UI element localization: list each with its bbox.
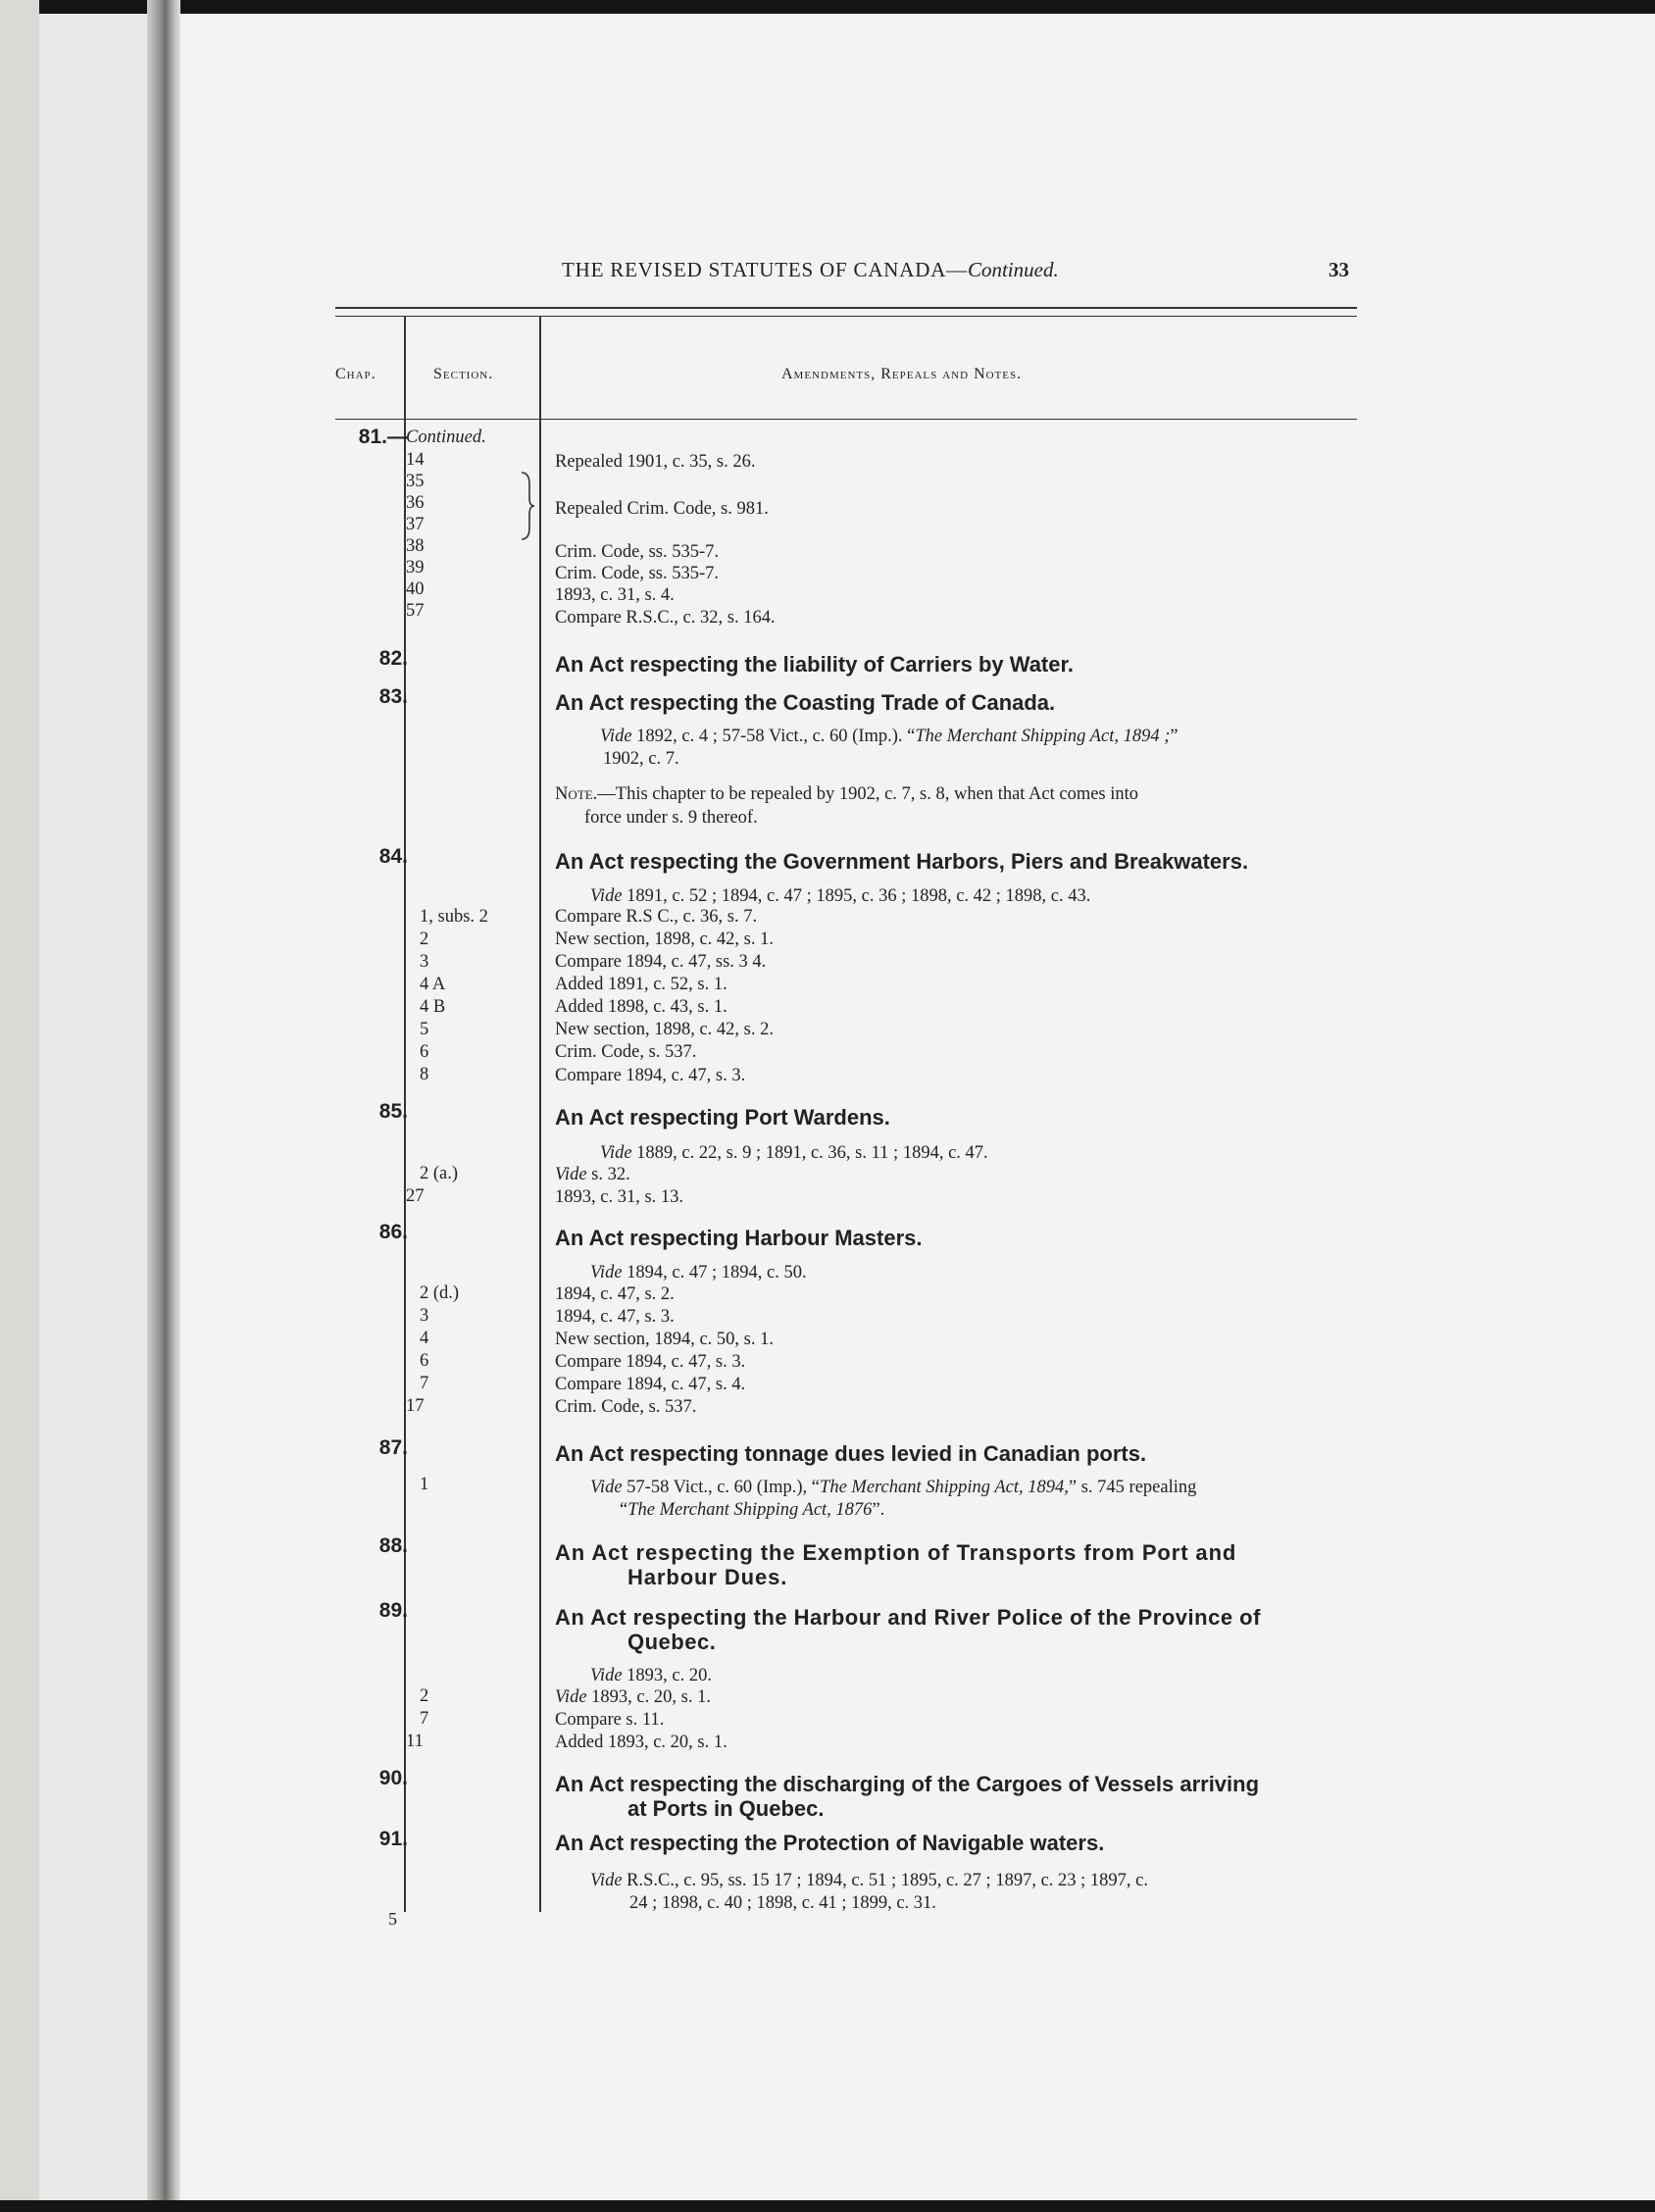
note: Compare R.S C., c. 36, s. 7. xyxy=(555,907,758,927)
section-number: 27 xyxy=(406,1186,425,1206)
chap-number: 84. xyxy=(378,845,408,868)
chap-number: 81.— xyxy=(358,426,408,448)
note xyxy=(555,1687,711,1708)
note: 1894, c. 47, s. 2. xyxy=(555,1284,675,1304)
note: 1893, c. 31, s. 13. xyxy=(555,1187,684,1207)
vide-reference xyxy=(590,1664,712,1687)
vide-word: Vide xyxy=(590,1478,623,1497)
section-number: 4 A xyxy=(420,975,446,994)
vide-reference xyxy=(590,1869,1148,1892)
note-text: —This chapter to be repealed by 1902, c. 7, s. 8, when that Act comes into xyxy=(597,784,1139,804)
act-title xyxy=(555,1605,1355,1654)
brace-icon xyxy=(520,471,535,541)
header-continued: Continued. xyxy=(967,258,1059,281)
section-number: 3 xyxy=(420,952,429,972)
vide-continuation xyxy=(620,1498,884,1522)
vide-word: Vide xyxy=(590,1666,623,1685)
vide-italic-title: The Merchant Shipping Act, 1894 ; xyxy=(915,727,1171,746)
note xyxy=(555,784,1138,805)
vide-text: 1894, c. 47 ; 1894, c. 50. xyxy=(622,1263,807,1282)
section-number: 36 xyxy=(406,493,425,513)
vide-word: Vide xyxy=(590,1263,623,1282)
note: Crim. Code, ss. 535-7. xyxy=(555,564,720,583)
note: Repealed Crim. Code, s. 981. xyxy=(555,499,769,519)
chap-number: 90. xyxy=(378,1767,408,1789)
section-number: 6 xyxy=(420,1351,429,1371)
section-number: 2 xyxy=(420,930,429,949)
vide-reference xyxy=(590,1261,807,1284)
section-number: 4 xyxy=(420,1329,429,1348)
section-number: 2 (d.) xyxy=(420,1283,460,1303)
act-title: An Act respecting Port Wardens. xyxy=(555,1105,890,1130)
vide-reference xyxy=(590,884,1090,908)
chap-number: 83. xyxy=(378,685,408,708)
act-title: An Act respecting the liability of Carriers by Water. xyxy=(555,652,1074,677)
section-number: 14 xyxy=(406,450,425,470)
running-header xyxy=(562,258,1059,282)
vide-text: 1893, c. 20. xyxy=(622,1666,712,1685)
note: Compare R.S.C., c. 32, s. 164. xyxy=(555,608,776,628)
act-title-line: An Act respecting the Exemption of Transports from Port and xyxy=(555,1540,1237,1565)
scan-margin-left xyxy=(0,0,39,2212)
vide-continuation: 24 ; 1898, c. 40 ; 1898, c. 41 ; 1899, c. 31. xyxy=(629,1893,936,1913)
vide-text: ”. xyxy=(872,1500,885,1520)
section-number: 37 xyxy=(406,515,425,534)
note-text: 1893, c. 20, s. 1. xyxy=(586,1687,711,1707)
chap-number: 87. xyxy=(378,1436,408,1459)
note-label: Note. xyxy=(555,784,598,804)
note: New section, 1898, c. 42, s. 1. xyxy=(555,930,774,949)
chap-number: 82. xyxy=(378,647,408,670)
section-number: 4 B xyxy=(420,997,446,1017)
section-number: 7 xyxy=(420,1709,429,1729)
section-number: 57 xyxy=(406,601,425,621)
note xyxy=(555,1165,630,1185)
vide-text: “ xyxy=(620,1500,628,1520)
section-number: 2 (a.) xyxy=(420,1164,459,1183)
section-number: 8 xyxy=(420,1065,429,1084)
section-number: 5 xyxy=(420,1020,429,1039)
section-number: 1 xyxy=(420,1475,429,1494)
section-number: 35 xyxy=(406,472,425,491)
note: New section, 1894, c. 50, s. 1. xyxy=(555,1330,774,1349)
section-number: 17 xyxy=(406,1396,425,1416)
section-number: 7 xyxy=(420,1374,429,1393)
act-title: An Act respecting Harbour Masters. xyxy=(555,1226,923,1250)
column-head-rule xyxy=(335,419,1357,420)
note: Added 1898, c. 43, s. 1. xyxy=(555,997,727,1017)
vide-word: Vide xyxy=(590,886,623,906)
chap-number: 86. xyxy=(378,1221,408,1243)
note-continuation: force under s. 9 thereof. xyxy=(584,808,758,828)
section-number: 11 xyxy=(406,1732,424,1751)
vide-text: 1889, c. 22, s. 9 ; 1891, c. 36, s. 11 ; 1894, c. 47. xyxy=(631,1143,988,1163)
column-divider-section xyxy=(539,316,541,1912)
vide-text: 1892, c. 4 ; 57-58 Vict., c. 60 (Imp.). “ xyxy=(631,727,916,746)
act-title-line: Harbour Dues. xyxy=(627,1565,788,1589)
section-number: 39 xyxy=(406,558,425,578)
note: Added 1893, c. 20, s. 1. xyxy=(555,1733,727,1752)
vide-text: R.S.C., c. 95, ss. 15 17 ; 1894, c. 51 ; 1895, c. 27 ; 1897, c. 23 ; 1897, c. xyxy=(622,1871,1149,1890)
page-number: 33 xyxy=(1329,258,1349,281)
vide-word: Vide xyxy=(555,1687,587,1707)
note: Repealed 1901, c. 35, s. 26. xyxy=(555,452,756,472)
chap-number: 89. xyxy=(378,1599,408,1622)
act-title: An Act respecting the Coasting Trade of Canada. xyxy=(555,690,1056,715)
chap-number: 91. xyxy=(378,1828,408,1850)
section-number: 38 xyxy=(406,536,425,556)
note-text: s. 32. xyxy=(591,1165,630,1184)
act-title xyxy=(555,1772,1355,1821)
act-title-line: An Act respecting the discharging of the Cargoes of Vessels arriving xyxy=(555,1772,1260,1796)
vide-text: 1891, c. 52 ; 1894, c. 47 ; 1895, c. 36 ; 1898, c. 42 ; 1898, c. 43. xyxy=(622,886,1091,906)
header-rule-thin xyxy=(335,316,1357,317)
note: Crim. Code, s. 537. xyxy=(555,1042,697,1062)
chap-number: 85. xyxy=(378,1100,408,1123)
colhead-notes: Amendments, Repeals and Notes. xyxy=(781,366,1023,382)
section-number: 40 xyxy=(406,579,425,599)
header-title: THE REVISED STATUTES OF CANADA— xyxy=(562,258,968,281)
section-number: 3 xyxy=(420,1306,429,1326)
chap-number: 88. xyxy=(378,1534,408,1557)
vide-word: Vide xyxy=(555,1165,587,1184)
continued-label: Continued. xyxy=(406,427,486,447)
book-binding-shadow xyxy=(147,0,180,2212)
section-number: 1, subs. 2 xyxy=(420,907,488,927)
vide-text: 57-58 Vict., c. 60 (Imp.), “ xyxy=(622,1478,821,1497)
note: Crim. Code, s. 537. xyxy=(555,1397,697,1417)
colhead-section: Section. xyxy=(433,366,494,382)
colhead-chap: Chap. xyxy=(335,366,376,382)
act-title-line: at Ports in Quebec. xyxy=(627,1796,825,1821)
act-title: An Act respecting the Government Harbors, Piers and Breakwaters. xyxy=(555,849,1249,874)
note: Compare 1894, c. 47, s. 3. xyxy=(555,1352,746,1372)
vide-reference xyxy=(600,1141,988,1165)
vide-word: Vide xyxy=(600,727,632,746)
note: 1894, c. 47, s. 3. xyxy=(555,1307,675,1327)
vide-italic-title: The Merchant Shipping Act, 1876 xyxy=(627,1500,873,1520)
scan-border-top xyxy=(0,0,1655,14)
act-title: An Act respecting the Protection of Navigable waters. xyxy=(555,1831,1105,1855)
vide-word: Vide xyxy=(590,1871,623,1890)
vide-reference xyxy=(600,725,1179,748)
vide-text: ” s. 745 repealing xyxy=(1068,1478,1197,1497)
header-rule-thick xyxy=(335,307,1357,309)
note: Compare 1894, c. 47, s. 4. xyxy=(555,1375,746,1394)
note: Compare s. 11. xyxy=(555,1710,665,1730)
vide-reference xyxy=(590,1476,1196,1499)
note: Compare 1894, c. 47, ss. 3 4. xyxy=(555,952,767,972)
vide-word: Vide xyxy=(600,1143,632,1163)
act-title-line: Quebec. xyxy=(627,1630,717,1654)
section-number: 6 xyxy=(420,1042,429,1062)
note: Compare 1894, c. 47, s. 3. xyxy=(555,1066,746,1085)
vide-text: ” xyxy=(1170,727,1179,746)
act-title xyxy=(555,1540,1355,1589)
note: Crim. Code, ss. 535-7. xyxy=(555,542,720,562)
signature-mark: 5 xyxy=(388,1909,397,1929)
note: 1893, c. 31, s. 4. xyxy=(555,585,675,605)
vide-italic-title: The Merchant Shipping Act, 1894, xyxy=(820,1478,1069,1497)
note: New section, 1898, c. 42, s. 2. xyxy=(555,1020,774,1039)
note: Added 1891, c. 52, s. 1. xyxy=(555,975,727,994)
act-title-line: An Act respecting the Harbour and River Police of the Province of xyxy=(555,1605,1261,1630)
scan-border-bottom xyxy=(0,2200,1655,2212)
act-title: An Act respecting tonnage dues levied in Canadian ports. xyxy=(555,1441,1147,1466)
vide-continuation: 1902, c. 7. xyxy=(603,749,679,769)
section-number: 2 xyxy=(420,1686,429,1706)
